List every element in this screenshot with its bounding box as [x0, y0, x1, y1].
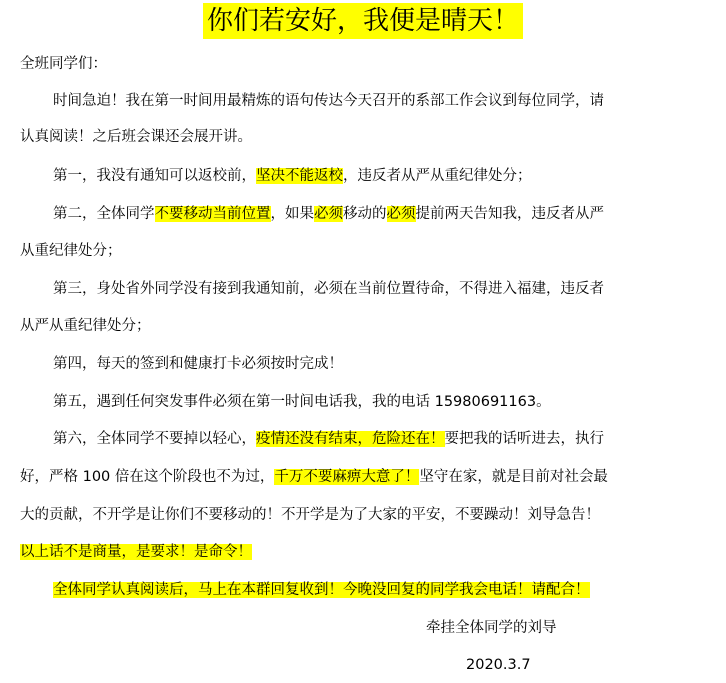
- highlight-do-not-move: 不要移动当前位置: [154, 206, 271, 222]
- paragraph-fifth: 第五，遇到任何突发事件必须在第一时间电话我，我的电话 15980691163。: [53, 394, 551, 410]
- paragraph-second-text: 第二，全体同学: [53, 206, 155, 222]
- greeting: 全班同学们：: [20, 56, 107, 72]
- highlight-epidemic-not-over: 疫情还没有结束，危险还在！: [256, 431, 445, 447]
- paragraph-sixth-text-4: 坚守在家，就是目前对社会最: [419, 469, 608, 485]
- paragraph-seventh: [53, 579, 590, 601]
- paragraph-first-text: 第一，我没有通知可以返校前，: [53, 168, 256, 184]
- paragraph-second-line-2: 从重纪律处分；: [20, 243, 122, 259]
- paragraph-second-text-4: 提前两天告知我，违反者从严: [415, 206, 604, 222]
- paragraph-first-tail: ，违反者从严从重纪律处分；: [343, 168, 532, 184]
- highlight-do-not-relax: 千万不要麻痹大意了！: [274, 469, 420, 485]
- paragraph-sixth-line-4: [20, 541, 252, 563]
- highlight-must-1: 必须: [314, 206, 343, 222]
- highlight-must-2: 必须: [386, 206, 416, 222]
- paragraph-intro-line-1: 时间急迫！我在第一时间用最精炼的语句传达今天召开的系部工作会议到每位同学，请: [53, 93, 604, 109]
- date: 2020.3.7: [466, 657, 531, 673]
- document-title: 你们若安好，我便是晴天！: [203, 3, 523, 39]
- paragraph-third-line-2: 从严从重纪律处分；: [20, 318, 151, 334]
- signature: 牵挂全体同学的刘导: [426, 620, 557, 636]
- paragraph-second-text-2: ，如果: [270, 206, 314, 222]
- paragraph-first: [53, 165, 532, 187]
- paragraph-sixth-text: 第六，全体同学不要掉以轻心，: [53, 431, 256, 447]
- paragraph-sixth-line-2: [20, 466, 608, 488]
- paragraph-sixth-text-3: 好，严格 100 倍在这个阶段也不为过，: [20, 469, 275, 485]
- highlight-no-return: 坚决不能返校: [256, 168, 343, 184]
- paragraph-second-line-1: [53, 203, 604, 225]
- paragraph-third-line-1: 第三，身处省外同学没有接到我通知前，必须在当前位置待命，不得进入福建，违反者: [53, 281, 604, 297]
- highlight-reply-received: 全体同学认真阅读后，马上在本群回复收到！今晚没回复的同学我会电话！请配合！: [53, 582, 590, 598]
- paragraph-second-text-3: 移动的: [343, 206, 387, 222]
- paragraph-sixth-text-2: 要把我的话听进去，执行: [444, 431, 604, 447]
- paragraph-sixth-line-3: 大的贡献，不开学是让你们不要移动的！不开学是为了大家的平安，不要躁动！刘导急告！: [20, 507, 600, 523]
- paragraph-sixth-line-1: [53, 428, 604, 450]
- paragraph-intro-line-2: 认真阅读！之后班会课还会展开讲。: [20, 129, 252, 145]
- paragraph-fourth: 第四，每天的签到和健康打卡必须按时完成！: [53, 356, 343, 372]
- highlight-this-is-an-order: 以上话不是商量，是要求！是命令！: [20, 544, 252, 560]
